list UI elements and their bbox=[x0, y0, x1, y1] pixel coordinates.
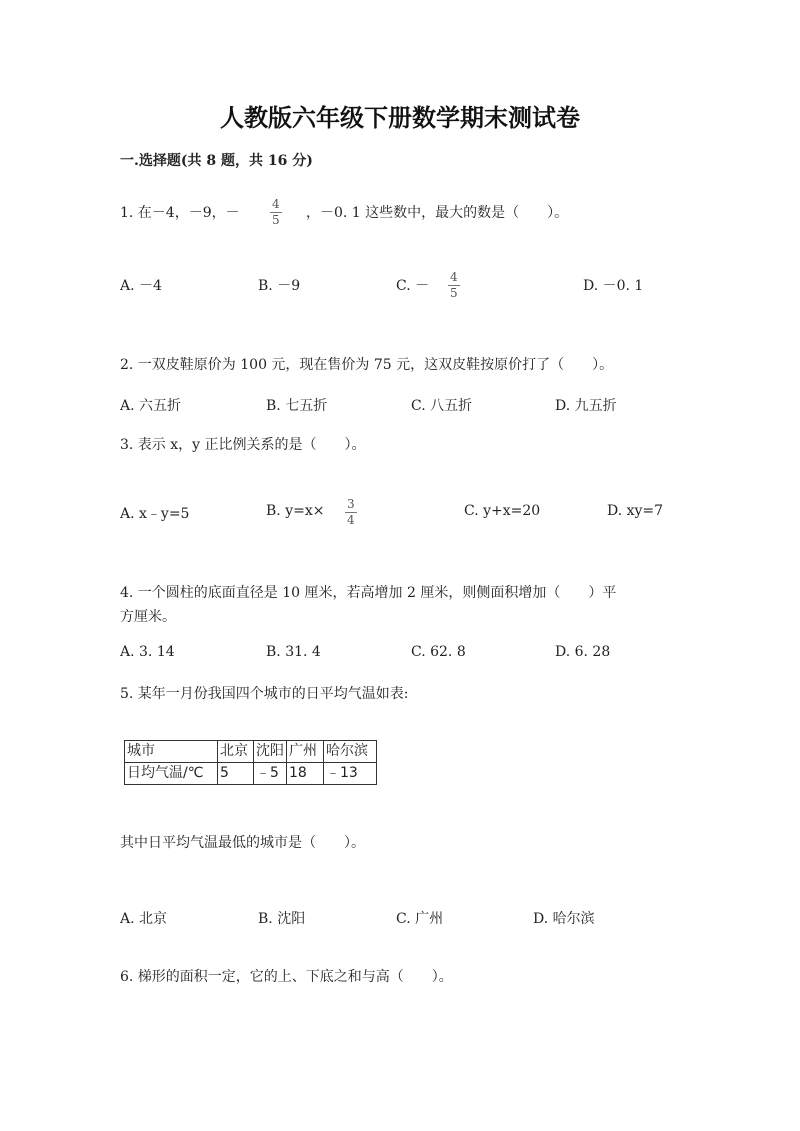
table-cell: 城市 bbox=[125, 741, 218, 763]
table-cell: ﹣13 bbox=[324, 763, 377, 785]
table-header-row bbox=[125, 741, 377, 763]
option-a[interactable]: A. 北京 bbox=[120, 911, 168, 927]
table-cell: 沈阳 bbox=[254, 741, 287, 763]
question-1-stem-after: ，－0. 1 这些数中，最大的数是（ ）。 bbox=[306, 205, 569, 221]
section-heading: 一.选择题(共 8 题，共 16 分) bbox=[120, 153, 313, 169]
option-c[interactable]: C. 62. 8 bbox=[411, 644, 466, 660]
option-a[interactable]: A. x﹣y=5 bbox=[120, 506, 190, 522]
question-2-stem: 2. 一双皮鞋原价为 100 元，现在售价为 75 元，这双皮鞋按原价打了（ ）。 bbox=[120, 357, 614, 373]
option-b-fraction bbox=[345, 497, 357, 528]
option-d[interactable]: D. 6. 28 bbox=[555, 644, 611, 660]
option-d[interactable]: D. 九五折 bbox=[555, 398, 617, 414]
option-c[interactable]: C. y+x=20 bbox=[464, 503, 541, 519]
table-cell: 广州 bbox=[287, 741, 324, 763]
page-title: 人教版六年级下册数学期末测试卷 bbox=[220, 103, 580, 132]
question-5-question: 其中日平均气温最低的城市是（ ）。 bbox=[120, 835, 365, 851]
option-d[interactable]: D. 哈尔滨 bbox=[533, 911, 595, 927]
fraction-denominator: 5 bbox=[450, 286, 458, 300]
question-1-fraction bbox=[270, 197, 282, 228]
option-c[interactable]: C. － bbox=[396, 278, 430, 294]
option-b[interactable]: B. 七五折 bbox=[266, 398, 328, 414]
option-b[interactable]: B. y=x× bbox=[266, 503, 325, 519]
option-d[interactable]: D. xy=7 bbox=[607, 503, 664, 519]
option-a[interactable]: A. 3. 14 bbox=[120, 644, 175, 660]
option-c[interactable]: C. 广州 bbox=[396, 911, 444, 927]
option-d[interactable]: D. －0. 1 bbox=[583, 278, 644, 294]
table-cell: 北京 bbox=[218, 741, 254, 763]
question-1-stem-before: 1. 在－4，－9，－ bbox=[120, 205, 240, 221]
table-cell: 18 bbox=[287, 763, 324, 785]
temperature-table bbox=[124, 740, 377, 785]
table-cell: 日均气温/℃ bbox=[125, 763, 218, 785]
table-cell: ﹣5 bbox=[254, 763, 287, 785]
fraction-denominator: 4 bbox=[347, 513, 355, 527]
table-cell: 哈尔滨 bbox=[324, 741, 377, 763]
option-c-fraction bbox=[448, 270, 460, 301]
fraction-numerator: 3 bbox=[347, 497, 355, 511]
question-6-stem: 6. 梯形的面积一定，它的上、下底之和与高（ ）。 bbox=[120, 969, 453, 985]
option-b[interactable]: B. 31. 4 bbox=[266, 644, 321, 660]
option-b[interactable]: B. －9 bbox=[258, 278, 301, 294]
fraction-denominator: 5 bbox=[272, 213, 280, 227]
question-5-stem: 5. 某年一月份我国四个城市的日平均气温如表: bbox=[120, 686, 409, 702]
option-a[interactable]: A. 六五折 bbox=[120, 398, 182, 414]
fraction-numerator: 4 bbox=[450, 270, 458, 284]
question-4-stem-line1: 4. 一个圆柱的底面直径是 10 厘米，若高增加 2 厘米，则侧面积增加（ ）平 bbox=[120, 585, 617, 601]
option-a[interactable]: A. －4 bbox=[120, 278, 162, 294]
question-4-stem-line2: 方厘米。 bbox=[120, 609, 176, 625]
question-3-stem: 3. 表示 x，y 正比例关系的是（ ）。 bbox=[120, 437, 366, 453]
option-c[interactable]: C. 八五折 bbox=[411, 398, 473, 414]
table-cell: 5 bbox=[218, 763, 254, 785]
fraction-numerator: 4 bbox=[272, 197, 280, 211]
option-b[interactable]: B. 沈阳 bbox=[258, 911, 306, 927]
table-row bbox=[125, 763, 377, 785]
